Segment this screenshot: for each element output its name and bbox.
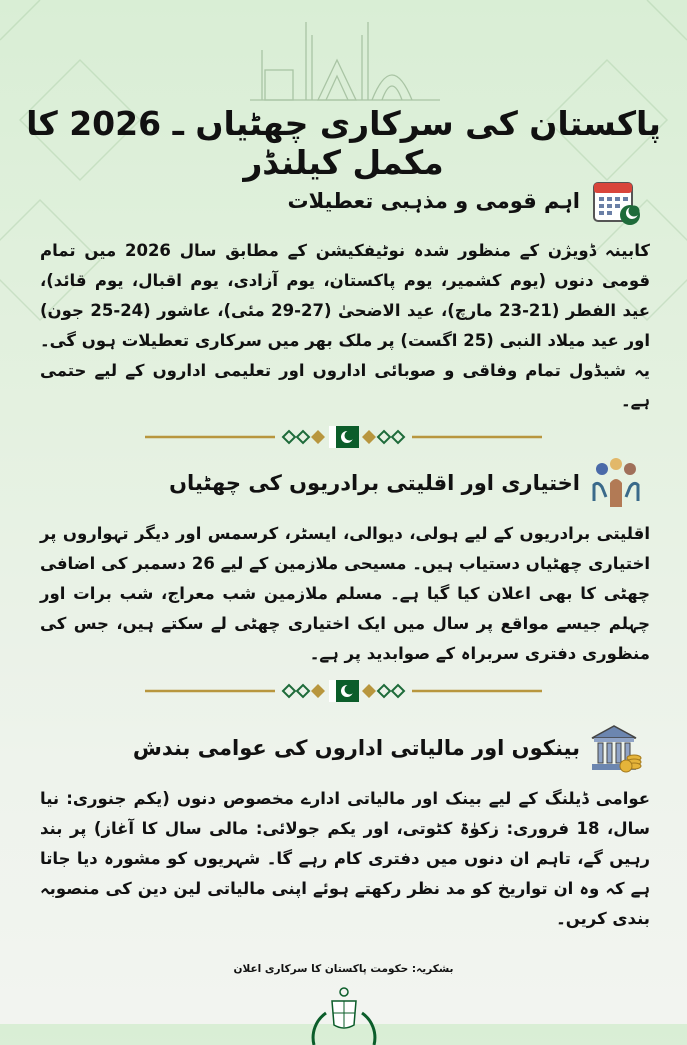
source-credit: بشکریہ: حکومت پاکستان کا سرکاری اعلان <box>233 963 454 975</box>
hands-religions-icon <box>590 457 642 509</box>
pakistan-state-emblem-icon <box>304 985 384 1045</box>
flag-divider <box>145 680 542 702</box>
section-heading-bank-closures <box>133 722 642 774</box>
islamabad-skyline-icon <box>250 10 440 102</box>
bank-coins-icon <box>590 722 642 774</box>
calendar-crescent-icon <box>590 175 642 227</box>
page-title: پاکستان کی سرکاری چھٹیاں ـ 2026 کا مکمل کیلنڈر <box>26 104 661 182</box>
section-heading-minority-holidays <box>169 457 642 509</box>
section-body-bank-closures: عوامی ڈیلنگ کے لیے بینک اور مالیاتی ادارے مخصوص دنوں (یکم جنوری: نیا سال، 18 فروری: زکوٰۃ کٹوتی، اور یکم جولائی: مالی سال کا آغاز) پر بند رہیں گے، تاہم ان دنوں میں دفتری کام رہے گا۔ شہریوں کو مشورہ دیا جاتا ہے کہ وہ ان تواریخ کو مد نظر رکھتے ہوئے اپنی مالیاتی لین دین کی منصوبہ بندی کریں۔ <box>40 789 650 928</box>
flag-divider <box>145 426 542 448</box>
section-body-minority-holidays: اقلیتی برادریوں کے لیے ہولی، دیوالی، ایسٹر، کرسمس اور دیگر تہواروں پر اختیاری چھٹیاں دستیاب ہیں۔ مسیحی ملازمین کے لیے 26 دسمبر کی اضافی چھٹی کا بھی اعلان کیا گیا ہے۔ مسلم ملازمین شب معراج، شب برات اور چہلم جیسے مواقع پر سال میں ایک اختیاری چھٹی لے سکتے ہیں، جس کی منظوری دفتری سربراہ کے صوابدید پر ہے۔ <box>40 524 650 663</box>
section-heading-text: اہم قومی و مذہبی تعطیلات <box>287 189 580 213</box>
section-heading-national-religious <box>287 175 642 227</box>
section-heading-text: بینکوں اور مالیاتی اداروں کی عوامی بندش <box>132 736 580 760</box>
section-body-national-religious: کابینہ ڈویژن کے منظور شدہ نوٹیفکیشن کے مطابق سال 2026 میں تمام قومی دنوں (یوم کشمیر، یوم پاکستان، یوم آزادی، یوم اقبال، یوم قائد)، عید الفطر (21-23 مارچ)، عید الاضحیٰ (27-29 مئی)، عاشور (24-25 جون) اور عید میلاد النبی (25 اگست) پر ملک بھر میں سرکاری تعطیلات ہوں گی۔ یہ شیڈول تمام وفاقی و صوبائی اداروں اور تعلیمی اداروں کے لیے حتمی ہے۔ <box>40 241 651 410</box>
section-heading-text: اختیاری اور اقلیتی برادریوں کی چھٹیاں <box>169 471 580 495</box>
